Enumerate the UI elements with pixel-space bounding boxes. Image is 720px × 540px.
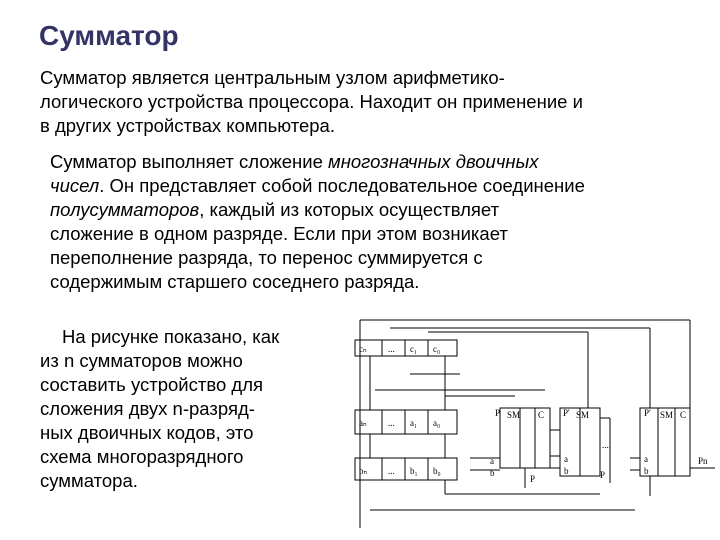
text-line: схема многоразрядного — [40, 446, 244, 467]
input-b-label: b — [564, 466, 569, 476]
reg-a-cell: a₀ — [433, 418, 441, 428]
input-a-label: a — [644, 454, 648, 464]
reg-c-cell: cₙ — [359, 344, 367, 354]
text-line: Сумматор является центральным узлом арифметико- — [40, 67, 505, 88]
description-paragraph — [50, 150, 705, 294]
reg-b-cell: ... — [388, 466, 395, 476]
text-line — [50, 198, 705, 222]
text-fragment: . Он представляет собой последовательное соединение — [99, 175, 585, 196]
register-b — [355, 458, 457, 480]
adder-sm-label: SM — [576, 410, 590, 420]
text-line: На рисунке показано, как — [62, 326, 280, 347]
text-line: составить устройство для — [40, 374, 264, 395]
adder-sm-label: SM — [660, 410, 674, 420]
reg-a-cell: aₙ — [359, 418, 367, 428]
adder-sm-label: SM — [507, 410, 521, 420]
input-b-label: b — [644, 466, 649, 476]
input-a-label: a — [490, 456, 494, 466]
figure-caption-paragraph — [40, 325, 340, 493]
carry-in-label: P' — [644, 408, 651, 418]
adder-circuit-diagram — [350, 318, 720, 534]
carry-label: P — [530, 474, 536, 484]
reg-a-cell: ... — [388, 418, 395, 428]
text-line — [50, 174, 705, 198]
text-fragment: , каждый из которых осуществляет — [199, 199, 500, 220]
output-label: Pn — [698, 456, 708, 466]
intro-paragraph — [40, 66, 700, 138]
text-line: в других устройствах компьютера. — [40, 115, 335, 136]
text-line: логического устройства процессора. Находит он применение и — [40, 91, 583, 112]
italic-term: многозначных двоичных — [328, 151, 539, 172]
text-line: содержимым старшего соседнего разряда. — [50, 271, 420, 292]
page-title: Сумматор — [39, 20, 179, 51]
italic-term: чисел — [50, 175, 100, 196]
text-line: сложение в одном разряде. Если при этом возникает — [50, 223, 508, 244]
register-a — [355, 410, 457, 434]
reg-c-cell: ... — [388, 344, 395, 354]
reg-a-cell: a₁ — [410, 418, 418, 428]
sum-label: C — [538, 410, 545, 420]
text-fragment: Сумматор выполняет сложение — [50, 151, 329, 172]
reg-b-cell: b₀ — [433, 466, 441, 476]
text-line: ных двоичных кодов, это — [40, 422, 254, 443]
reg-b-cell: bₙ — [359, 466, 368, 476]
text-line — [50, 150, 705, 174]
carry-in-label: P' — [563, 408, 570, 418]
input-b-label: b — [490, 468, 495, 478]
input-a-label: a — [564, 454, 568, 464]
carry-label: P — [600, 470, 606, 480]
text-line: сумматора. — [40, 470, 138, 491]
text-line: сложения двух n-разряд- — [40, 398, 255, 419]
carry-out-label: P — [495, 408, 501, 418]
italic-term: полусумматоров — [50, 199, 200, 220]
text-line: из n сумматоров можно — [40, 350, 243, 371]
reg-b-cell: b₁ — [410, 466, 418, 476]
text-line: переполнение разряда, то перенос суммируется с — [50, 247, 483, 268]
ellipsis-label: .... — [602, 440, 611, 450]
reg-c-cell: c₁ — [410, 344, 418, 354]
reg-c-cell: c₀ — [433, 344, 441, 354]
register-c — [355, 340, 457, 356]
sum-label: C — [680, 410, 687, 420]
